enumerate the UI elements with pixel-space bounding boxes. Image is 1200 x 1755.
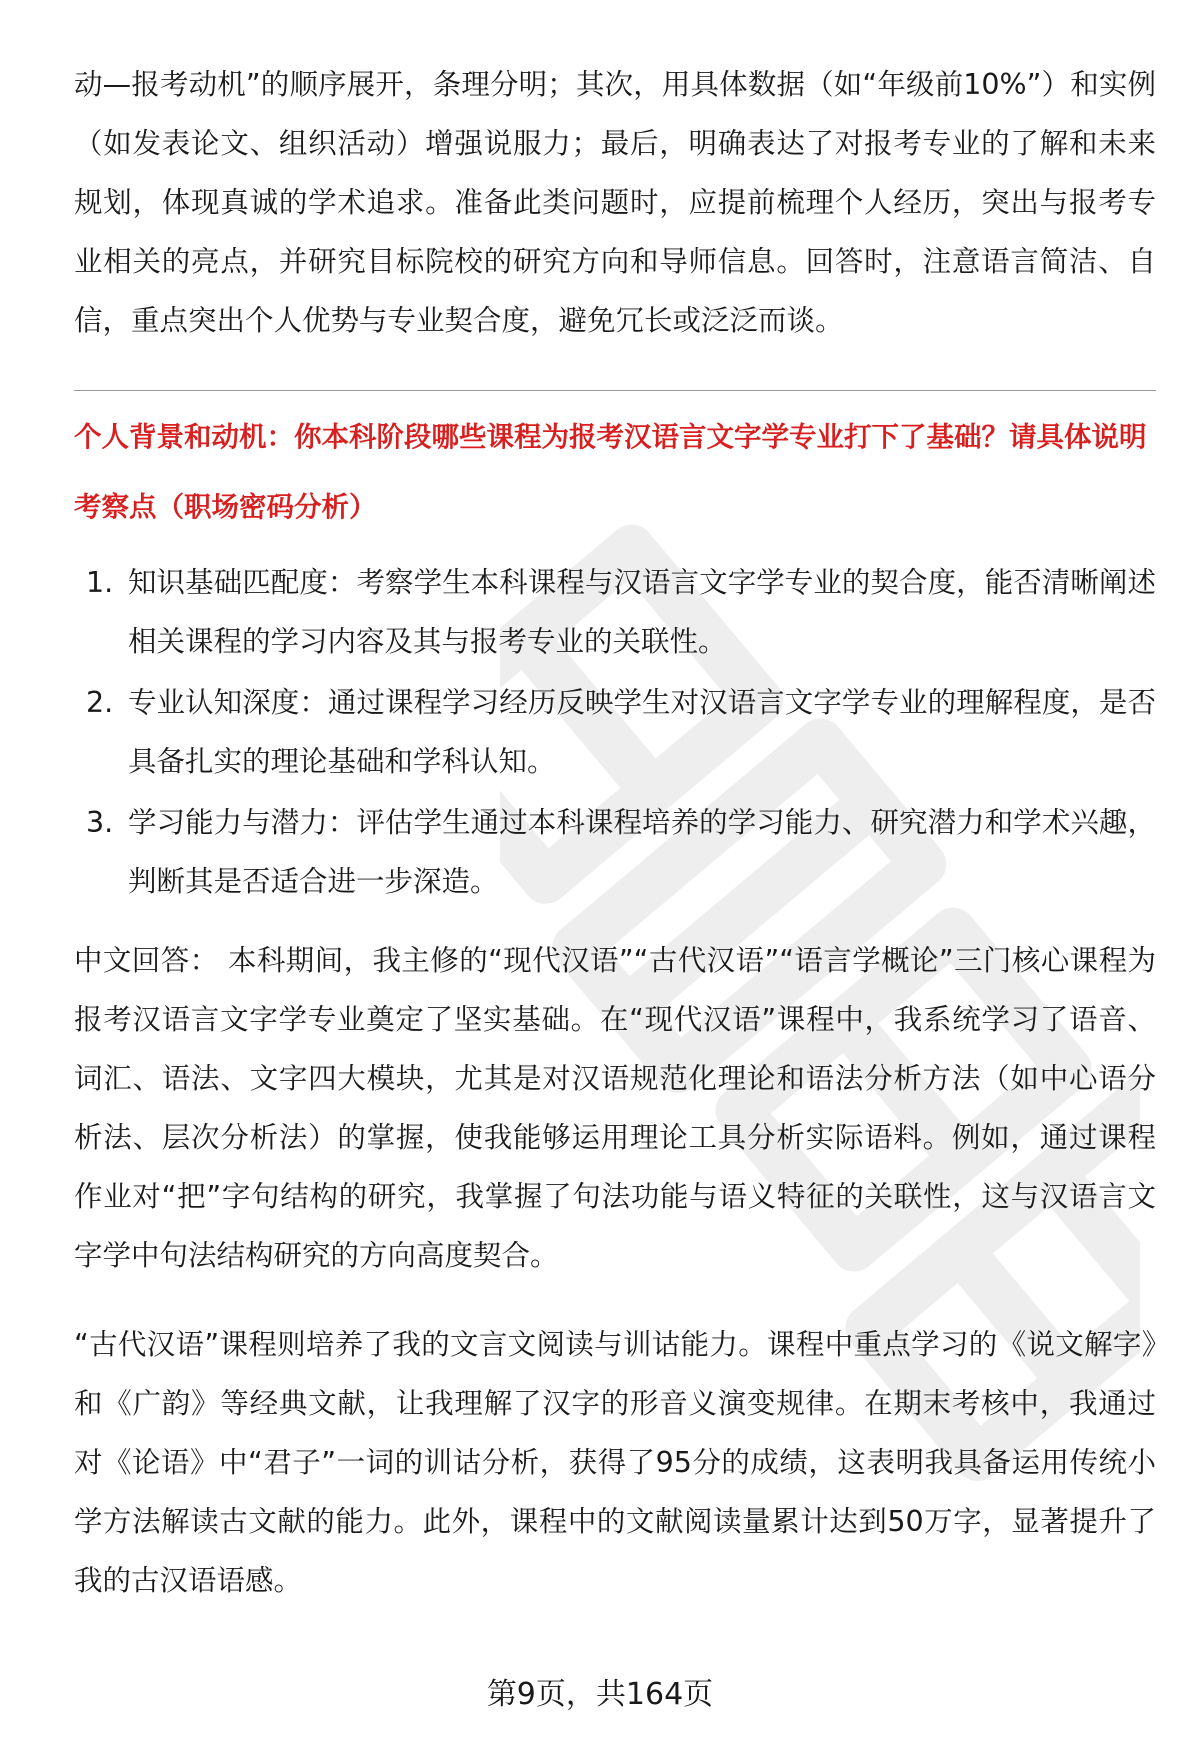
question-title: 个人背景和动机：你本科阶段哪些课程为报考汉语言文字学专业打下了基础？请具体说明 — [74, 421, 1147, 453]
list-item-number: 1. — [86, 566, 114, 599]
list-item-text: 学习能力与潜力：评估学生通过本科课程培养的学习能力、研究潜力和学术兴趣，判断其是否适合进一步深造。 — [128, 806, 1156, 898]
list-item-number: 2. — [86, 686, 114, 719]
document-page — [74, 55, 1156, 1610]
question-subtitle: 考察点（职场密码分析） — [74, 491, 377, 523]
answer-paragraph-2: “古代汉语”课程则培养了我的文言文阅读与训诂能力。课程中重点学习的《说文解字》和《广韵》等经典文献，让我理解了汉字的形音义演变规律。在期末考核中，我通过对《论语》中“君子”一词的训诂分析，获得了95分的成绩，这表明我具备运用传统小学方法解读古文献的能力。此外，课程中的文献阅读量累计达到50万字，显著提升了我的古汉语语感。 — [74, 1328, 1156, 1597]
list-item-text: 专业认知深度：通过课程学习经历反映学生对汉语言文字学专业的理解程度，是否具备扎实的理论基础和学科认知。 — [128, 686, 1156, 778]
list-item-number: 3. — [86, 806, 114, 839]
intro-paragraph: 动—报考动机”的顺序展开，条理分明；其次，用具体数据（如“年级前10%”）和实例（如发表论文、组织活动）增强说服力；最后，明确表达了对报考专业的了解和未来规划，体现真诚的学术追求。准备此类问题时，应提前梳理个人经历，突出与报考专业相关的亮点，并研究目标院校的研究方向和导师信息。回答时，注意语言简洁、自信，重点突出个人优势与专业契合度，避免冗长或泛泛而谈。 — [74, 68, 1156, 337]
list-item-text: 知识基础匹配度：考察学生本科课程与汉语言文字学专业的契合度，能否清晰阐述相关课程的学习内容及其与报考专业的关联性。 — [128, 566, 1156, 658]
evaluation-points-list — [74, 553, 1156, 911]
page-number-footer: 第9页，共164页 — [486, 1677, 714, 1712]
list-item — [74, 673, 1156, 791]
section-divider — [74, 390, 1156, 391]
list-item — [74, 553, 1156, 671]
list-item — [74, 793, 1156, 911]
answer-paragraph-1: 中文回答： 本科期间，我主修的“现代汉语”“古代汉语”“语言学概论”三门核心课程为报考汉语言文字学专业奠定了坚实基础。在“现代汉语”课程中，我系统学习了语音、词汇、语法、文字四大模块，尤其是对汉语规范化理论和语法分析方法（如中心语分析法、层次分析法）的掌握，使我能够运用理论工具分析实际语料。例如，通过课程作业对“把”字句结构的研究，我掌握了句法功能与语义特征的关联性，这与汉语言文字学中句法结构研究的方向高度契合。 — [74, 944, 1156, 1272]
